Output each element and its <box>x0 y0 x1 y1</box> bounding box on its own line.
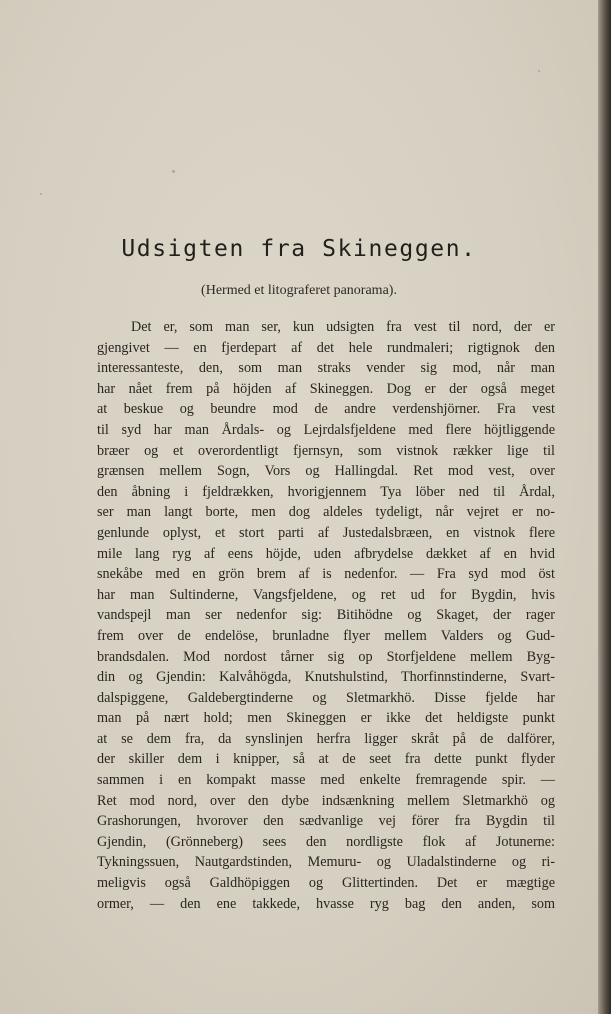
paper-speck <box>538 70 540 72</box>
text-line: at beskue og beundre mod de andre verdenshjörner. Fra vest <box>97 401 555 418</box>
text-line: meligvis også Galdhöpiggen og Glittertinden. Det er mægtige <box>97 875 555 892</box>
text-line: grænsen mellem Sogn, Vors og Hallingdal. Ret mod vest, over <box>97 463 555 480</box>
text-line: der skiller dem i knipper, så at de seet fra dette punkt flyder <box>97 751 555 768</box>
text-line: genlunde oplyst, et stort parti af Justedalsbræen, en vistnok flere <box>97 524 555 541</box>
text-line: Ret mod nord, over den dybe indsænkning mellem Sletmarkhö og <box>97 792 555 809</box>
chapter-title: Udsigten fra Skineggen. <box>121 236 477 262</box>
body-text <box>97 317 555 914</box>
text-line: bræer og et overordentligt fjernsyn, som vistnok rækker lige til <box>97 442 555 459</box>
text-line: Gjendin, (Grönneberg) sees den nordligste flok af Jotunerne: <box>97 833 555 850</box>
text-line: din og Gjendin: Kalvåhögda, Knutshulstind, Thorfinnstinderne, Svart- <box>97 669 555 686</box>
text-line: vandspejl man ser nedenfor sig: Bitihödne og Skaget, der rager <box>97 607 555 624</box>
text-line: brandsdalen. Mod nordost tårner sig op Storfjeldene mellem Byg- <box>97 648 555 665</box>
paper-speck <box>40 193 42 195</box>
text-line: interessanteste, den, som man straks vender sig mod, når man <box>97 360 555 377</box>
text-line: Det er, som man ser, kun udsigten fra vest til nord, der er <box>131 319 555 335</box>
text-line: Tykningssuen, Nautgardstinden, Memuru- og Uladalstinderne og ri- <box>97 854 555 871</box>
text-line: snekåbe med en grön brem af is nedenfor. — Fra syd mod öst <box>97 566 555 583</box>
text-line: til syd har man Årdals- og Lejrdalsfjeldene med flere höjtliggende <box>97 421 555 438</box>
text-line: at se dem fra, da synslinjen herfra ligger skråt på de dalförer, <box>97 730 555 747</box>
text-line: ser man langt borte, men dog aldeles tydeligt, når vejret er no- <box>97 504 555 521</box>
text-line: man på nært hold; men Skineggen er ikke det heldigste punkt <box>97 710 555 727</box>
text-line: har man Sultinderne, Vangsfjeldene, og ret ud for Bygdin, hvis <box>97 586 555 603</box>
text-line: Grashorungen, hvorover den sædvanlige vej förer fra Bygdin til <box>97 813 555 830</box>
text-line: frem over de endelöse, brunladne flyer mellem Valders og Gud- <box>97 627 555 644</box>
text-line: ormer, — den ene takkede, hvasse ryg bag den anden, som <box>97 895 555 912</box>
text-line: gjengivet — en fjerdepart af det hele rundmaleri; rigtignok den <box>97 339 555 356</box>
text-line: dalspiggene, Galdebergtinderne og Sletmarkhö. Disse fjelde har <box>97 689 555 706</box>
page-edge-shadow <box>598 0 611 1014</box>
chapter-subtitle: (Hermed et litograferet panorama). <box>201 283 397 298</box>
text-line: mile lang ryg af eens höjde, uden afbrydelse dækket af en hvid <box>97 545 555 562</box>
text-line: den åbning i fjeldrækken, hvorigjennem Tya löber ned til Årdal, <box>97 483 555 500</box>
text-line: har nået frem på höjden af Skineggen. Dog er der også meget <box>97 380 555 397</box>
paper-speck <box>172 170 175 173</box>
text-line: sammen i en kompakt masse med enkelte fremragende spir. — <box>97 772 555 789</box>
